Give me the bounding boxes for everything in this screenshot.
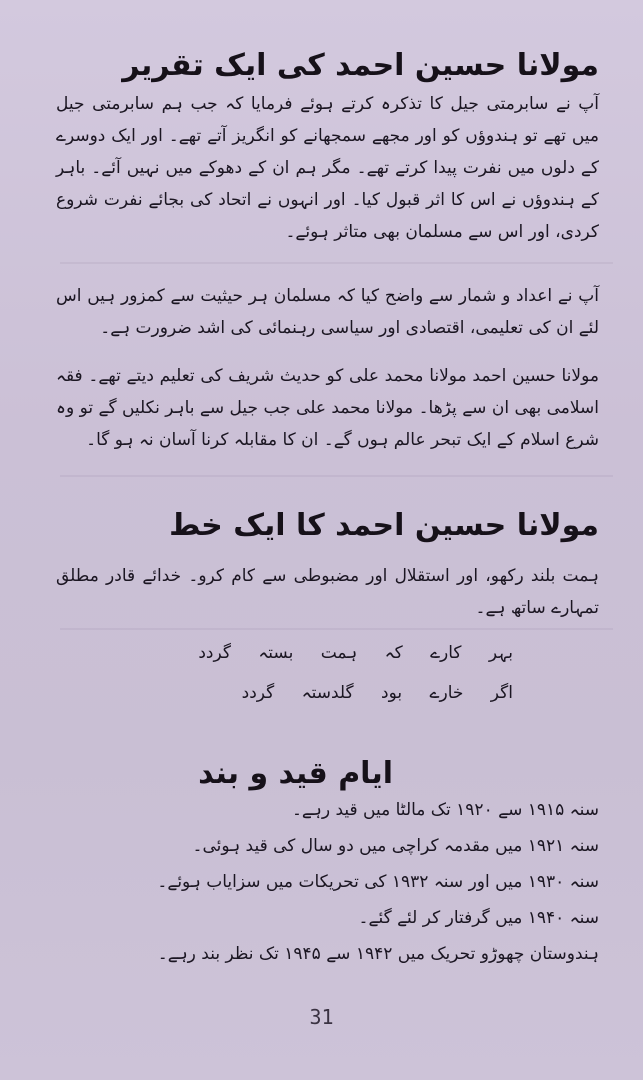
section-letter	[56, 506, 599, 546]
imprisonment-list	[56, 794, 599, 970]
verse-line: بہر کارے کہ ہمت بستہ گردد	[198, 643, 513, 663]
list-item: سنہ ۱۹۴۰ میں گرفتار کر لئے گئے۔	[358, 908, 599, 928]
paragraph-text: آپ نے اعداد و شمار سے واضح کیا کہ مسلمان ہر حیثیت سے کمزور ہیں اس لئے ان کی تعلیمی، اقتصادی اور سیاسی رہنمائی کی اشد ضرورت ہے۔	[56, 286, 599, 338]
paragraph-text: مولانا حسین احمد مولانا محمد علی کو حدیث شریف کی تعلیم دیتے تھے۔ فقہ اسلامی بھی ان سے پڑھا۔ مولانا محمد علی جب جیل سے باہر نکلیں گے تو وہ شرع اسلام کے ایک تبحر عالم ہوں گے۔ ان کا مقابلہ کرنا آسان نہ ہو گا۔	[56, 366, 599, 450]
bleed-through-mark	[60, 262, 613, 264]
section-heading: مولانا حسین احمد کی ایک تقریر	[122, 48, 599, 83]
section-speech	[56, 46, 599, 86]
list-item: سنہ ۱۹۲۱ میں مقدمہ کراچی میں دو سال کی قید ہوئی۔	[192, 836, 599, 856]
speech-paragraph-2	[56, 280, 599, 344]
bleed-through-mark	[60, 475, 613, 477]
page-number: 31	[309, 1005, 334, 1029]
speech-paragraph-3	[56, 360, 599, 456]
list-item: سنہ ۱۹۳۰ میں اور سنہ ۱۹۳۲ کی تحریکات میں سزایاب ہوئے۔	[157, 872, 599, 892]
paragraph-text: ہمت بلند رکھو، اور استقلال اور مضبوطی سے کام کرو۔ خدائے قادر مطلق تمہارے ساتھ ہے۔	[56, 566, 599, 618]
verse-line: اگر خارے بود گلدستہ گردد	[241, 683, 513, 703]
list-item: ہندوستان چھوڑو تحریک میں ۱۹۴۲ سے ۱۹۴۵ تک نظر بند رہے۔	[157, 944, 599, 964]
section-heading: ایام قید و بند	[198, 756, 393, 791]
section-imprisonment	[198, 754, 393, 794]
list-item: سنہ ۱۹۱۵ سے ۱۹۲۰ تک مالٹا میں قید رہے۔	[291, 800, 599, 820]
letter-paragraph	[56, 560, 599, 624]
paragraph-text: آپ نے سابرمتی جیل کا تذکرہ کرتے ہوئے فرمایا کہ جب ہم سابرمتی جیل میں تھے تو ہندوؤں کو اور مجھے سمجھانے کو انگریز آتے تھے۔ اور ایک دوسرے کے دلوں میں نفرت پیدا کرتے تھے۔ مگر ہم ان کے دھوکے میں نہیں آئے۔ باہر کے ہندوؤں نے اس کا اثر قبول کیا۔ اور انہوں نے اتحاد کی بجائے نفرت شروع کردی، اور اس سے مسلمان بھی متاثر ہوئے۔	[56, 94, 599, 242]
speech-paragraph-1	[56, 88, 599, 248]
section-heading: مولانا حسین احمد کا ایک خط	[169, 508, 599, 543]
bleed-through-mark	[60, 628, 613, 630]
